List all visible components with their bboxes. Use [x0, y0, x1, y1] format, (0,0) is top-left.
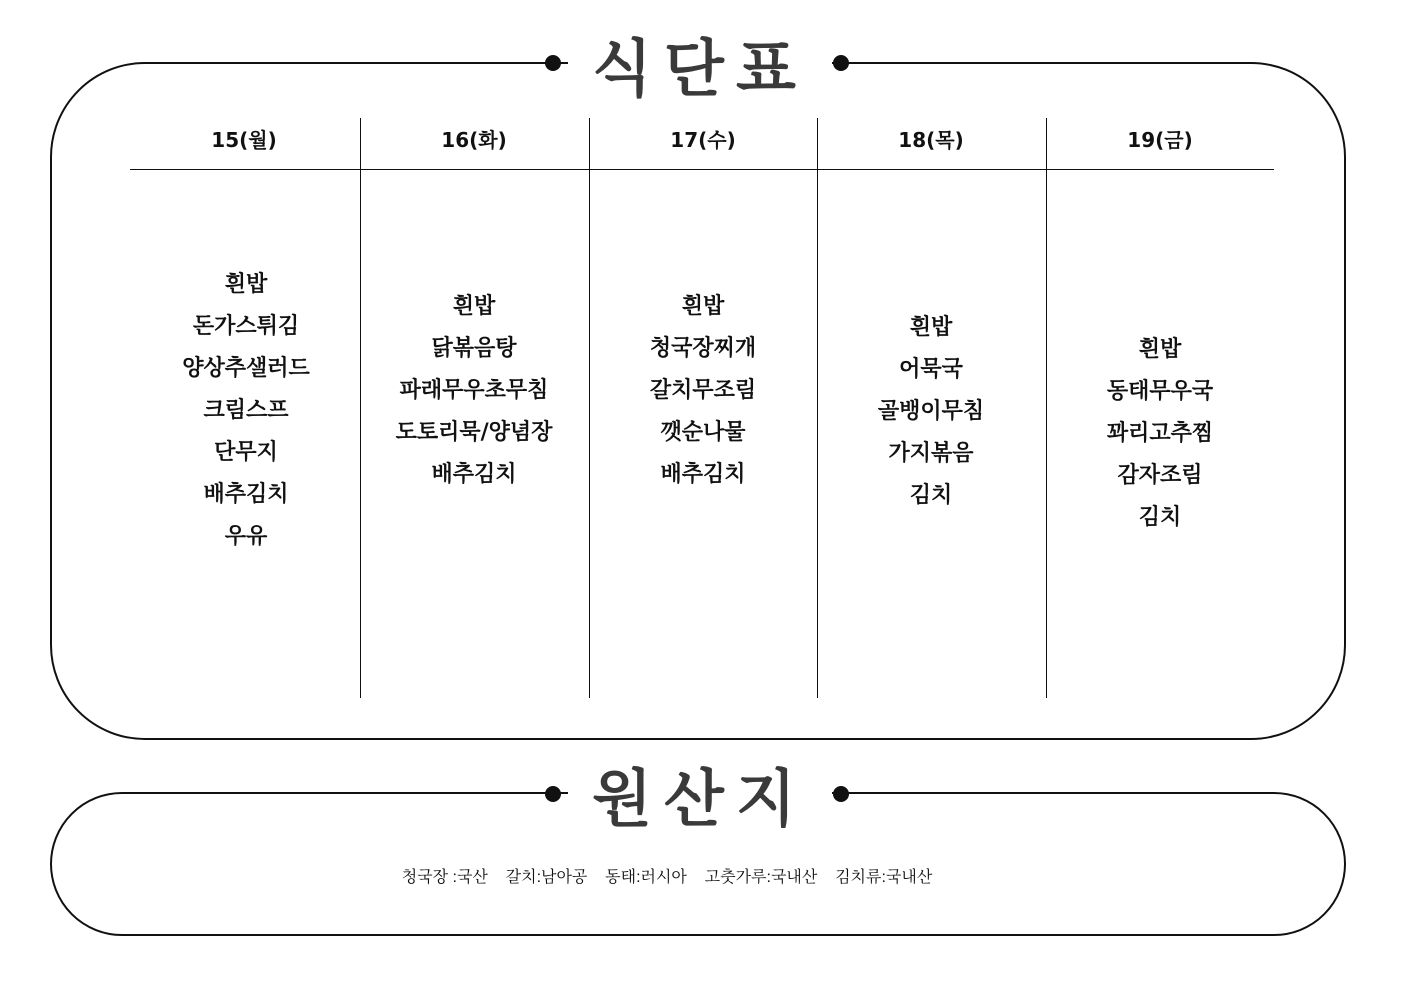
day-header-wed: 17(수): [670, 128, 736, 152]
menu-item: 감자조림: [1117, 463, 1203, 488]
day-header-tue: 16(화): [441, 128, 507, 152]
origin-title-dot-right: [833, 786, 849, 802]
menu-item: 흰밥: [909, 315, 953, 340]
menu-item: 배추김치: [203, 482, 289, 507]
menu-list-fri: [1046, 329, 1274, 539]
menu-list-thu: [817, 307, 1045, 517]
menu-item: 닭볶음탕: [431, 336, 517, 361]
menu-item: 김치: [1138, 505, 1182, 530]
menu-item: 가지볶음: [888, 441, 974, 466]
menu-item: 어묵국: [899, 357, 963, 382]
menu-item: 돈가스튀김: [192, 314, 300, 339]
day-header-fri: 19(금): [1127, 128, 1193, 152]
day-header-thu: 18(목): [898, 128, 964, 152]
menu-item: 흰밥: [224, 272, 268, 297]
menu-item: 우유: [224, 524, 268, 549]
menu-title-dot-right: [833, 55, 849, 71]
menu-title-line-right: [848, 62, 1070, 64]
menu-item: 도토리묵/양념장: [395, 420, 553, 445]
menu-item: 배추김치: [431, 462, 517, 487]
origin-title-line-left: [330, 792, 552, 794]
menu-item: 깻순나물: [660, 420, 746, 445]
menu-title-dot-left: [545, 55, 561, 71]
menu-item: 단무지: [214, 440, 278, 465]
menu-item: 갈치무조림: [649, 378, 757, 403]
menu-item: 골뱅이무침: [877, 399, 985, 424]
menu-list-wed: [589, 286, 817, 496]
menu-item: 흰밥: [1138, 337, 1182, 362]
day-header-mon: 15(월): [211, 128, 277, 152]
origin-title-dot-left: [545, 786, 561, 802]
origin-title-line-right: [848, 792, 1070, 794]
menu-item: 크림스프: [203, 398, 289, 423]
menu-item: 꽈리고추찜: [1106, 421, 1214, 446]
origin-info: 청국장 :국산 갈치:남아공 동태:러시아 고춧가루:국내산 김치류:국내산: [401, 869, 933, 886]
menu-item: 양상추샐러드: [182, 356, 310, 381]
menu-item: 청국장찌개: [649, 336, 757, 361]
menu-item: 흰밥: [681, 294, 725, 319]
menu-title-line-left: [330, 62, 552, 64]
menu-item: 파래무우초무침: [399, 378, 549, 403]
menu-title: 식단표: [568, 38, 832, 104]
menu-item: 김치: [909, 483, 953, 508]
menu-list-mon: [132, 264, 360, 558]
menu-item: 배추김치: [660, 462, 746, 487]
menu-list-tue: [360, 286, 588, 496]
menu-item: 흰밥: [452, 294, 496, 319]
header-rule: [130, 169, 1274, 170]
menu-item: 동태무우국: [1106, 379, 1214, 404]
origin-title: 원산지: [568, 768, 832, 834]
